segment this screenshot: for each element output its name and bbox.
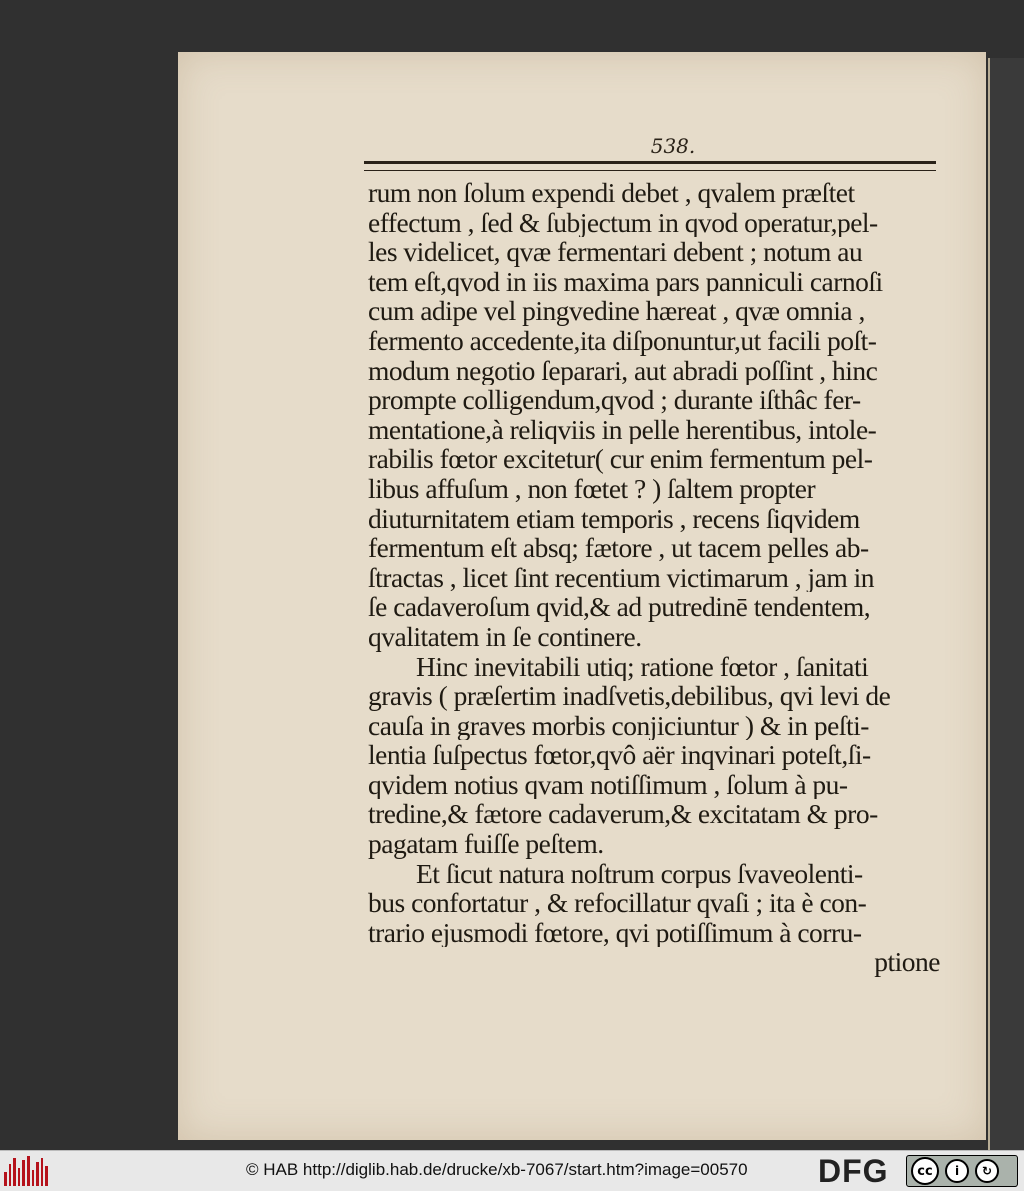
text-line: trario ejusmodi fœtore, qvi potiſſimum à corru-: [368, 917, 862, 948]
text-line: ſe cadaveroſum qvid,& ad putredinē tendentem,: [368, 592, 871, 622]
text-line: lentia ſuſpectus fœtor,qvô aër inqvinari poteſt,ſi-: [368, 740, 871, 770]
logo-bar: [36, 1162, 39, 1186]
text-line: prompte colligendum,qvod ; durante iſthâc fer-: [368, 385, 861, 415]
text-line: rabilis fœtor excitetur( cur enim fermentum pel-: [368, 444, 873, 474]
hab-logo-icon[interactable]: [4, 1156, 48, 1186]
text-line: mentatione,à reliqviis in pelle herentibus, intole-: [368, 414, 877, 445]
share-alike-icon: ↻: [975, 1159, 999, 1183]
text-line: cauſa in graves morbis conjiciuntur ) & in peſti-: [368, 710, 869, 741]
book-page: [178, 52, 986, 1140]
header-rule: [364, 161, 936, 171]
text-line: qvidem notius qvam notiſſimum , ſolum à pu-: [368, 769, 848, 800]
text-line: modum negotio ſeparari, aut abradi poſſint , hinc: [368, 355, 878, 386]
text-line: effectum , ſed & ſubjectum in qvod operatur,pel-: [368, 207, 878, 238]
text-line: cum adipe vel pingvedine hæreat , qvæ omnia ,: [368, 296, 865, 326]
text-line: les videlicet, qvæ fermentari debent ; notum au: [368, 237, 863, 267]
text-line: ſtractas , licet ſint recentium victimarum , jam in: [368, 562, 874, 593]
text-line: tredine,& fætore cadaverum,& excitatam & pro-: [368, 799, 878, 830]
text-line: ptione: [874, 947, 940, 978]
text-line: diuturnitatem etiam temporis , recens ſiqvidem: [368, 503, 860, 534]
text-line: tem eſt,qvod in iis maxima pars panniculi carnoſi: [368, 266, 883, 297]
body-text: [368, 178, 940, 977]
page-number: 538.: [650, 134, 696, 158]
facing-page-edge: [988, 58, 1024, 1150]
logo-bar: [27, 1156, 30, 1186]
logo-bar: [4, 1172, 7, 1186]
logo-bar: [41, 1158, 44, 1186]
copyright-link[interactable]: © HAB http://diglib.hab.de/drucke/xb-7067/start.htm?image=00570: [246, 1160, 748, 1179]
text-line: qvalitatem in ſe continere.: [368, 621, 642, 652]
logo-bar: [9, 1164, 12, 1186]
text-line: rum non ſolum expendi debet , qvalem præſtet: [368, 178, 855, 208]
logo-bar: [18, 1168, 21, 1186]
cc-icon: cc: [911, 1157, 939, 1185]
text-line: Et ſicut natura noſtrum corpus ſvaveolenti-: [416, 858, 863, 889]
text-line: gravis ( præſertim inadſvetis,debilibus, qvi levi de: [368, 681, 891, 711]
cc-license-badge[interactable]: [906, 1155, 1018, 1187]
by-attribution-icon: i: [945, 1159, 969, 1183]
logo-bar: [32, 1170, 35, 1186]
dfg-logo[interactable]: DFG: [818, 1153, 889, 1189]
text-line: libus affuſum , non fœtet ? ) ſaltem propter: [368, 473, 816, 504]
logo-bar: [45, 1166, 48, 1186]
text-line: bus confortatur , & refocillatur qvaſi ; ita è con-: [368, 888, 867, 918]
text-line: fermentum eſt absq; fætore , ut tacem pelles ab-: [368, 533, 869, 563]
logo-bar: [22, 1160, 25, 1186]
logo-bar: [13, 1158, 16, 1186]
text-line: Hinc inevitabili utiq; ratione fœtor , ſanitati: [416, 651, 869, 682]
footer-bar: [0, 1150, 1024, 1191]
text-line: pagatam fuiſſe peſtem.: [368, 829, 604, 859]
text-line: fermento accedente,ita diſponuntur,ut facili poſt-: [368, 325, 877, 356]
